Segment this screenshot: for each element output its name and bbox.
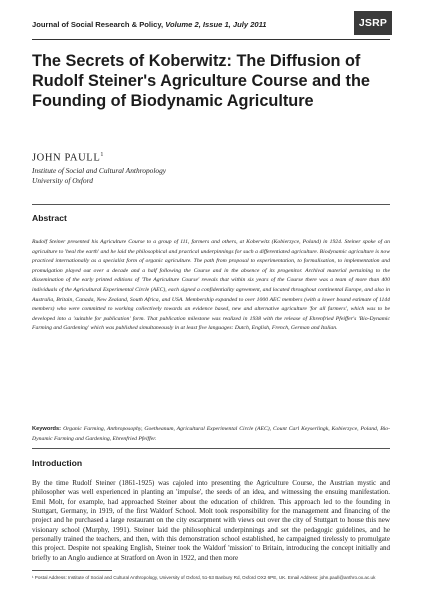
header-rule [32, 39, 390, 40]
keywords [32, 425, 390, 444]
author-name-text: JOHN PAULL [32, 152, 101, 164]
introduction-text: By the time Rudolf Steiner (1861-1925) was cajoled into presenting the Agriculture Course, the Austrian mystic and philosopher was well experienced in planting an 'impulse', the seeds of an idea, and witnessing the ensuing manifestation. Emil Molt, for example, had approached Steiner about the education of children. This approach led to the founding in Stuttgart, Germany, in 1919, of the first Waldorf School. Molt took responsibility for the management and financing of the project and he purchased a large restaurant on the city escarpment with views out over the city of Stuttgart to house this new visionary school (Murphy, 1991). Steiner laid the philosophical underpinnings and set the pedagogic guidelines, and he personally trained the teachers, and then, with this demonstration school established, he campaigned tirelessly to promulgate this project. Despite not speaking English, Steiner took the Waldorf 'mission' to Britain, introducing the concept initially and briefly to an Anglo audience at Stratford on Avon in 1922, and then more [32, 479, 390, 562]
journal-logo-text: JSRP [358, 17, 388, 29]
affiliation-university: University of Oxford [32, 176, 93, 185]
author-footnote-mark: 1 [100, 152, 104, 158]
keywords-label: Keywords: [32, 426, 64, 432]
abstract-text: Rudolf Steiner presented his Agriculture Course to a group of 111, farmers and others, at Koberwitz (Kobierzyce, Poland) in 1924. Steiner spoke of an agriculture to 'heal the earth' and he laid the philosophical and practical underpinnings for such a differentiated agriculture. Biodynamic agriculture is now practiced internationally as a specialist form of organic agriculture. The path from proposal to experimentation, to formalisation, to implementation and promulgation played out over a decade and a half following the Course and in the absence of its progenitor. Archival material pertaining to the dissemination of the early printed editions of 'The Agriculture Course' reveals that within six years of the Course there was a team of more than 400 individuals of the Agricultural Experimental Circle (AEC), each signed a confidentiality agreement, and located throughout continental Europe, and also in Australia, Britain, Canada, New Zealand, South Africa, and USA. Membership expanded to over 1000 AEC members (with a lower bound estimate of 1144 members) who were committed to working collectively towards an evidence based, new and alternative agriculture 'for all farmers', which was to be developed into a 'suitable for publication' form. That publication milestone was realized in 1938 with the release of Ehrenfried Pfeiffer's 'Bio-Dynamic Farming and Gardening' which was published simultaneously in at least five languages: Dutch, English, French, German and Italian. [32, 239, 390, 332]
abstract-top-rule [32, 204, 390, 205]
footnote: ¹ Postal Address: Institute of Social and Cultural Anthropology, University of Oxford, 51-53 Banbury Rd, Oxford OX2 6PE, UK. Email Address: john.paull@anthro.ox.ac.uk [32, 575, 376, 580]
author-affiliation [32, 166, 166, 186]
affiliation-institute: Institute of Social and Cultural Anthropology [32, 166, 167, 175]
journal-name: Journal of Social Research & Policy, [32, 20, 166, 29]
author-name [32, 152, 103, 164]
abstract-heading: Abstract [32, 213, 67, 223]
article-title: The Secrets of Koberwitz: The Diffusion of Rudolf Steiner's Agriculture Course and the Founding of Biodynamic Agriculture [32, 52, 370, 110]
footnote-rule [32, 570, 112, 571]
journal-logo [354, 11, 392, 35]
introduction-top-rule [32, 448, 390, 449]
introduction-heading: Introduction [32, 458, 83, 468]
keywords-text: Organic Farming, Anthroposophy, Goetheanum, Agricultural Experimental Circle (AEC), Count Carl Keyserlingk, Kobierzyce, Poland, Bio-Dynamic Farming and Gardening, Ehrenfried Pfeiffer. [32, 426, 390, 442]
journal-header [32, 20, 267, 29]
journal-issue: Volume 2, Issue 1, July 2011 [165, 20, 267, 29]
